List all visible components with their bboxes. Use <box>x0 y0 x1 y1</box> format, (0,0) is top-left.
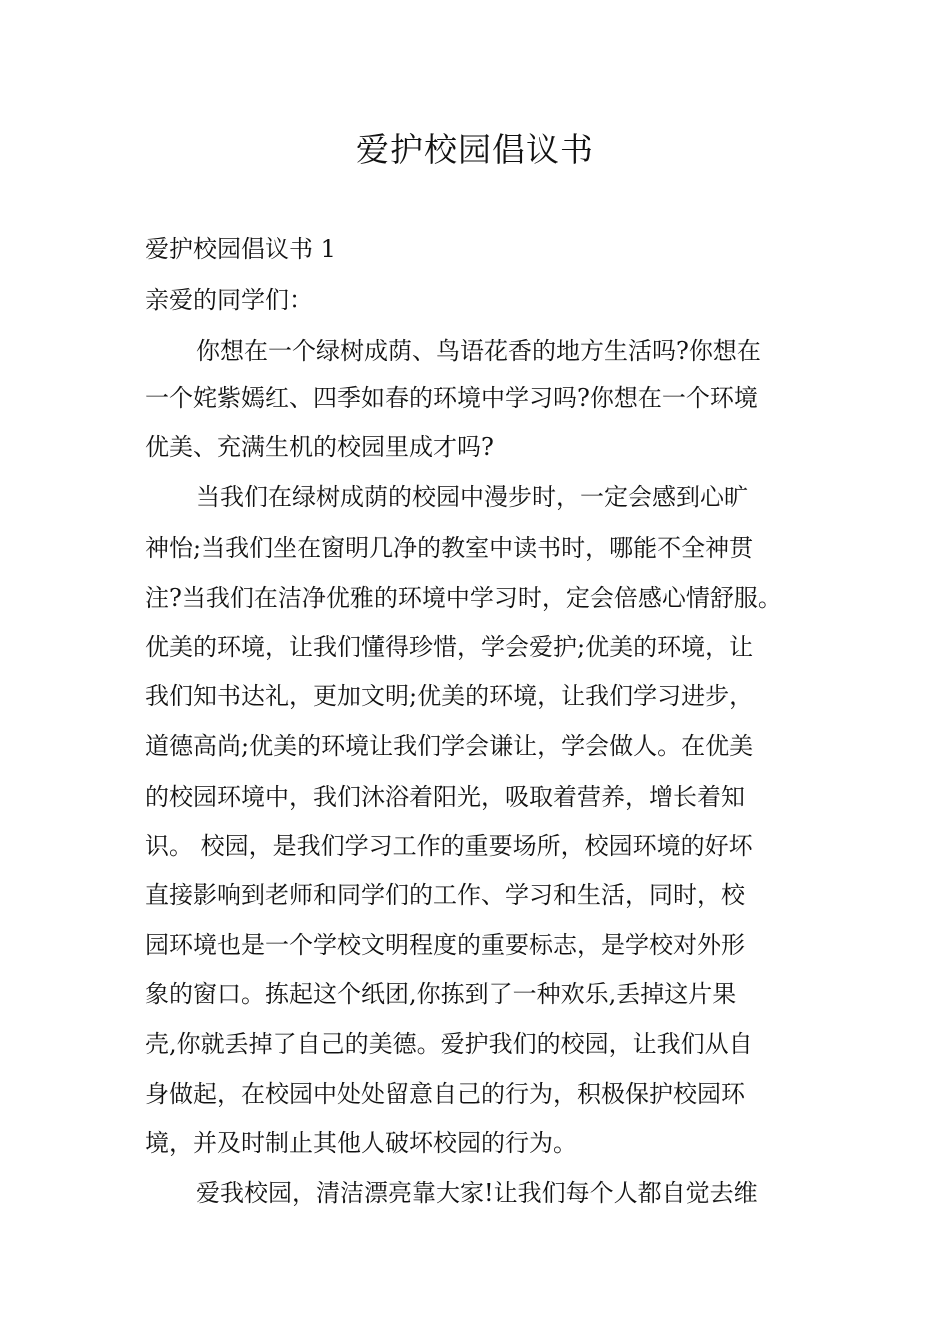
paragraph-line: 优美、充满生机的校园里成才吗? <box>145 433 494 461</box>
paragraph-line: 直接影响到老师和同学们的工作、学习和生活，同时，校 <box>145 881 745 909</box>
paragraph-line: 神怡;当我们坐在窗明几净的教室中读书时，哪能不全神贯 <box>145 534 754 562</box>
paragraph-line: 识。 校园，是我们学习工作的重要场所，校园环境的好坏 <box>145 832 753 860</box>
paragraph-line: 注?当我们在洁净优雅的环境中学习时，定会倍感心情舒服。 <box>145 584 782 612</box>
paragraph-line: 象的窗口。拣起这个纸团,你拣到了一种欢乐,丢掉这片果 <box>145 980 737 1008</box>
paragraph-line: 身做起，在校园中处处留意自己的行为，积极保护校园环 <box>145 1080 745 1108</box>
document-title: 爱护校园倡议书 <box>356 130 594 169</box>
paragraph-line: 的校园环境中，我们沐浴着阳光，吸取着营养，增长着知 <box>145 783 745 811</box>
paragraph-line: 我们知书达礼，更加文明;优美的环境，让我们学习进步， <box>145 682 754 710</box>
paragraph-line: 爱我校园，清洁漂亮靠大家!让我们每个人都自觉去维 <box>196 1179 758 1207</box>
paragraph-line: 优美的环境，让我们懂得珍惜，学会爱护;优美的环境，让 <box>145 633 754 661</box>
paragraph-line: 一个姹紫嫣红、四季如春的环境中学习吗?你想在一个环境 <box>145 384 758 412</box>
paragraph-line: 当我们在绿树成荫的校园中漫步时，一定会感到心旷 <box>196 483 748 511</box>
document-subtitle: 爱护校园倡议书 1 <box>145 235 336 263</box>
paragraph-line: 园环境也是一个学校文明程度的重要标志，是学校对外形 <box>145 931 745 959</box>
paragraph-line: 境，并及时制止其他人破坏校园的行为。 <box>145 1129 577 1157</box>
salutation: 亲爱的同学们： <box>145 286 313 314</box>
paragraph-line: 你想在一个绿树成荫、鸟语花香的地方生活吗?你想在 <box>196 337 761 365</box>
paragraph-line: 壳,你就丢掉了自己的美德。爱护我们的校园，让我们从自 <box>145 1030 753 1058</box>
paragraph-line: 道德高尚;优美的环境让我们学会谦让，学会做人。在优美 <box>145 732 754 760</box>
